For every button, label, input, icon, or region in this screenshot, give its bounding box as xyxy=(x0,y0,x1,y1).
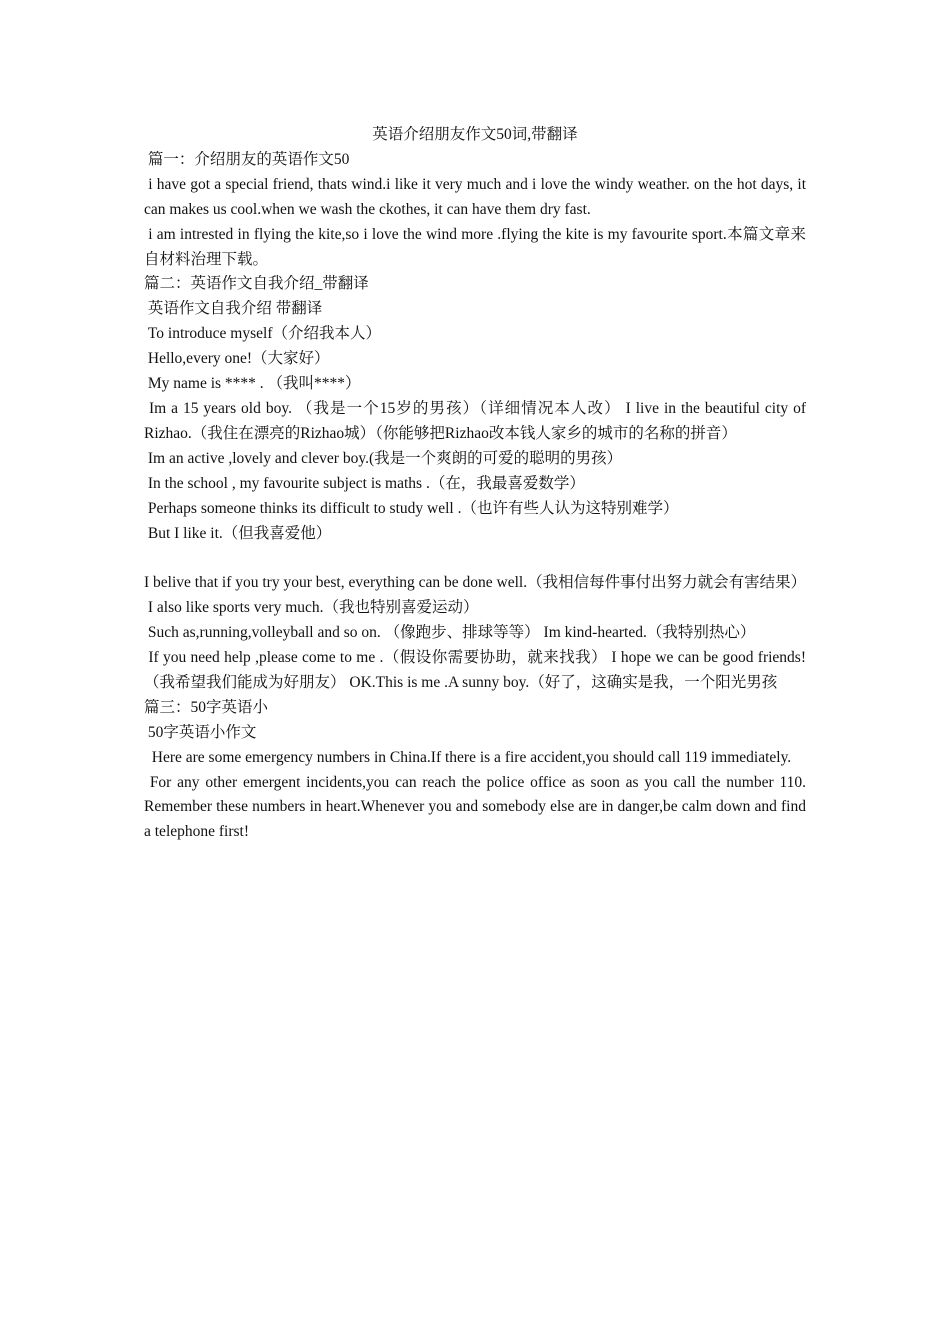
paragraph: Im an active ,lovely and clever boy.(我是一个爽朗的可爱的聪明的男孩） xyxy=(144,449,623,467)
paragraph: I also like sports very much.（我也特别喜爱运动） xyxy=(144,599,479,617)
paragraph: But I like it.（但我喜爱他） xyxy=(144,524,332,542)
paragraph: 50字英语小作文 xyxy=(144,723,257,741)
paragraph: 篇二：英语作文自我介绍_带翻译 xyxy=(144,275,369,293)
paragraph: If you need help ,please come to me .（假设你需要协助，就来找我） I hope we can be good friends!（我希望我们能成为好朋友） OK.This is me .A sunny boy.（好了，这确实是我，一个阳光男孩 xyxy=(144,649,807,691)
paragraph: 英语作文自我介绍 带翻译 xyxy=(144,300,323,318)
paragraph: My name is **** . （我叫****） xyxy=(144,375,361,393)
paragraph: i have got a special friend, thats wind.i like it very much and i love the windy weather. on the hot days, it can makes us cool.when we wash the ckothes, it can have them dry fast. xyxy=(144,175,810,218)
paragraph: 篇一：介绍朋友的英语作文50 xyxy=(144,150,350,168)
paragraph: Perhaps someone thinks its difficult to study well .（也许有些人认为这特别难学） xyxy=(144,499,679,517)
paragraph: In the school , my favourite subject is maths .（在，我最喜爱数学） xyxy=(144,474,585,492)
paragraph: Such as,running,volleyball and so on. （像跑步、排球等等） Im kind-hearted.（我特别热心） xyxy=(144,624,756,642)
document-body xyxy=(144,148,810,845)
paragraph: I belive that if you try your best, everything can be done well.（我相信每件事付出努力就会有害结果） xyxy=(144,549,807,592)
paragraph: Here are some emergency numbers in China.If there is a fire accident,you should call 119 immediately. xyxy=(144,748,792,766)
paragraph: For any other emergent incidents,you can reach the police office as soon as you call the number 110. Remember these numbers in heart.Whenever you and somebody else are in danger,be calm down and find a telephone first! xyxy=(144,773,810,841)
paragraph: i am intrested in flying the kite,so i love the wind more .flying the kite is my favourite sport.本篇文章来自材料治理下载。 xyxy=(144,225,806,268)
paragraph: Hello,every one!（大家好） xyxy=(144,350,330,368)
document-page xyxy=(144,123,810,845)
paragraph: To introduce myself（介绍我本人） xyxy=(144,325,381,343)
paragraph: Im a 15 years old boy. （我是一个15岁的男孩）（详细情况本人改） I live in the beautiful city of Rizhao.（我住在漂亮的Rizhao城）（你能够把Rizhao改本钱人家乡的城市的名称的拼音） xyxy=(144,399,810,442)
paragraph: 篇三：50字英语小 xyxy=(144,698,269,716)
document-title: 英语介绍朋友作文50词,带翻译 xyxy=(372,126,578,143)
